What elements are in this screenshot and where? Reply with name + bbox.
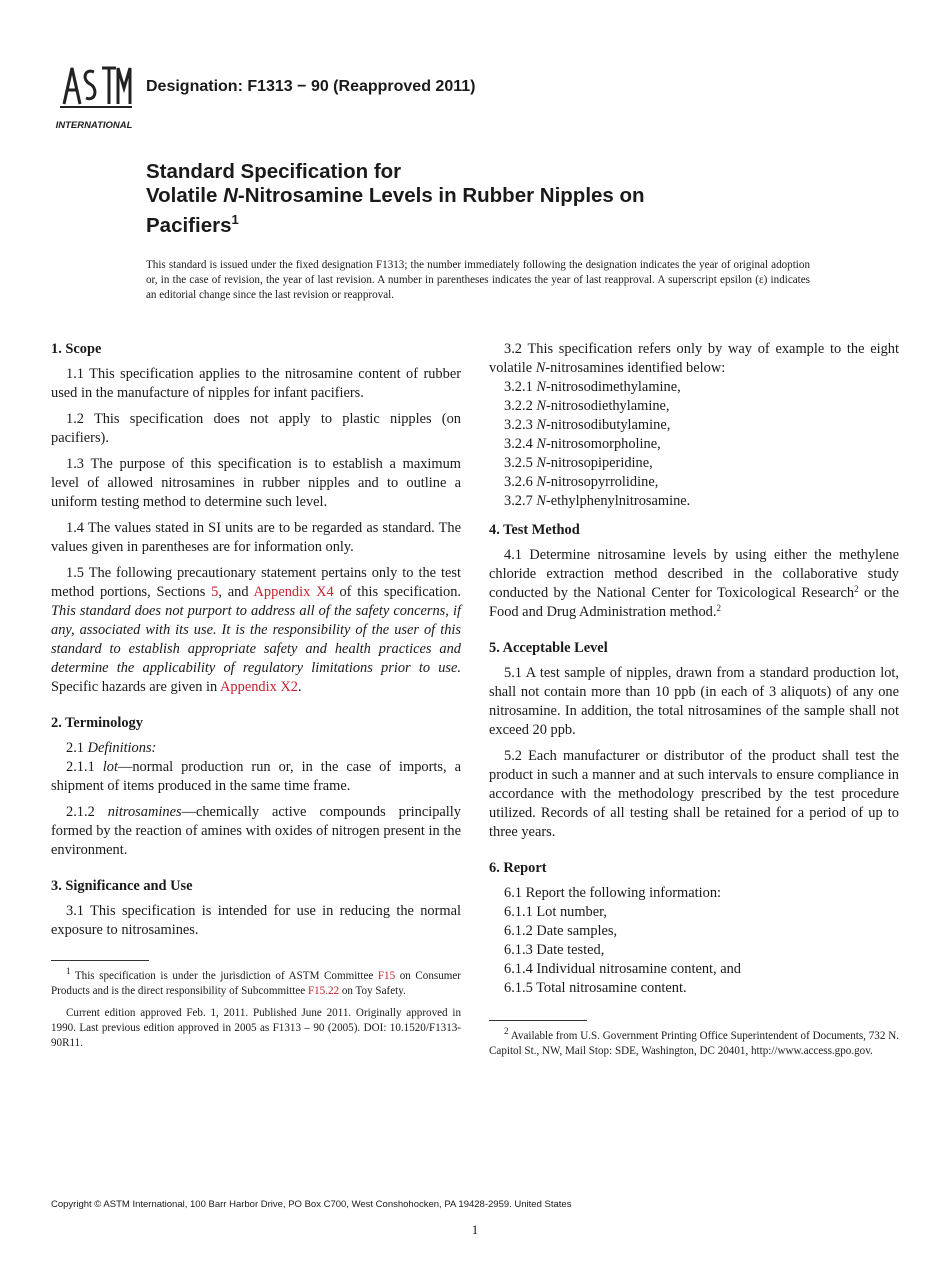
paragraph: 2.1.1 lot—normal production run or, in the case of imports, a shipment of items produced in the same time frame. (51, 759, 461, 794)
footnote-1: $^1$ This specification is under the jurisdiction of ASTM Committee F15 on Consumer Products and is the direct responsibility of Subcommittee F15.22 on Toy Safety. (51, 966, 461, 997)
appendix-x4-link[interactable]: Appendix X4 (253, 584, 334, 600)
list-item: 3.2.1 N-nitrosodimethylamine, (504, 379, 681, 395)
section-heading: 4. Test Method (489, 522, 580, 538)
list-item: 3.2.2 N-nitrosodiethylamine, (504, 398, 670, 414)
subcommittee-link[interactable]: F15.22 (307, 985, 340, 997)
right-column (489, 340, 899, 1066)
list-item: 3.2.4 N-nitrosomorpholine, (504, 436, 661, 452)
document-title (146, 160, 846, 238)
paragraph: 4.1 Determine nitrosamine levels by using either the methylene chloride extraction method described in the collaborative study conducted by the National Center for Toxicological Research$^2$ or the Food and Drug Administration method.$^2$ (489, 547, 900, 620)
paragraph: 1.5 The following precautionary statement pertains only to the test method portions, Sections 5, and Appendix X4 of this specification. This standard does not purport to address all of the safety concerns, if any, associated with its use. It is the responsibility of the user of this standard to establish appropriate safety and health practices and determine the applicability of regulatory limitations prior to use. Specific hazards are given in Appendix X2. (51, 565, 461, 695)
page-number: 1 (471, 1222, 479, 1237)
left-column (51, 340, 461, 1058)
designation: Designation: F1313 − 90 (Reapproved 2011) (146, 78, 476, 95)
paragraph: 3.1 This specification is intended for use in reducing the normal exposure to nitrosamines. (51, 903, 461, 938)
standard-notice: This standard is issued under the fixed designation F1313; the number immediately following the designation indicates the year of original adoption or, in the case of revision, the year of last revision. A number in parentheses indicates the year of last reapproval. A superscript epsilon (ε) indicates an editorial change since the last revision or reapproval. (146, 259, 810, 301)
list-item: 6.1.2 Date samples, (504, 923, 618, 939)
section-heading: 3. Significance and Use (51, 878, 193, 894)
paragraph: 2.1.2 nitrosamines—chemically active compounds principally formed by the reaction of amines with oxides of nitrogen present in the environment. (51, 804, 461, 858)
section-5-link[interactable]: 5 (211, 584, 219, 600)
list-item: 3.2.3 N-nitrosodibutylamine, (504, 417, 671, 433)
committee-f15-link[interactable]: F15 (377, 970, 396, 982)
paragraph: 1.1 This specification applies to the nitrosamine content of rubber used in the manufacture of nipples for infant pacifiers. (51, 366, 461, 401)
section-heading: 6. Report (489, 860, 547, 876)
list-item: 3.2.6 N-nitrosopyrrolidine, (504, 474, 659, 490)
footnote-ref: 1 (231, 212, 239, 227)
list-item: 6.1.3 Date tested, (504, 942, 605, 958)
footnote-divider (51, 960, 149, 961)
copyright: Copyright © ASTM International, 100 Barr Harbor Drive, PO Box C700, West Conshohocken, PA 19428-2959. United States (51, 1199, 572, 1210)
list-item: 6.1.5 Total nitrosamine content. (504, 980, 687, 996)
paragraph: 2.1 Definitions: (66, 740, 157, 756)
paragraph: 5.2 Each manufacturer or distributor of the product shall test the product in such a manner and at such intervals to ensure compliance in accordance with the methodology prescribed by the test procedure utilized. Records of all testing shall be retained for a period of up to three years. (489, 748, 899, 840)
footnote-2: $^2$ Available from U.S. Government Printing Office Superintendent of Documents, 732 N. Capitol St., NW, Mail Stop: SDE, Washington, DC 20401, http://www.access.gpo.gov. (489, 1026, 899, 1057)
list-item: 6.1.4 Individual nitrosamine content, and (504, 961, 741, 977)
section-heading: 2. Terminology (51, 715, 143, 731)
title-line-2: Volatile N-Nitrosamine Levels in Rubber Nipples on (146, 184, 645, 207)
list-item: 6.1.1 Lot number, (504, 904, 607, 920)
section-heading: 1. Scope (51, 341, 102, 357)
list-item: 3.2.7 N-ethylphenylnitrosamine. (504, 493, 691, 509)
astm-logo (54, 60, 134, 132)
title-line-3: Pacifiers$^1$ (146, 212, 239, 237)
appendix-x2-link[interactable]: Appendix X2 (220, 679, 298, 695)
footnote-1-edition: Current edition approved Feb. 1, 2011. Published June 2011. Originally approved in 1990. Last previous edition approved in 2005 as F1313 – 90 (2005). DOI: 10.1520/F1313-90R11. (51, 1007, 461, 1049)
list-item: 3.2.5 N-nitrosopiperidine, (504, 455, 653, 471)
logo-text: INTERNATIONAL (55, 120, 133, 131)
paragraph: 5.1 A test sample of nipples, drawn from a standard production lot, shall not contain more than 10 ppb (in each of 3 aliquots) of any one nitrosamine. In addition, the total nitrosamines of the sample shall not exceed 20 ppb. (489, 665, 899, 738)
paragraph: 3.2 This specification refers only by way of example to the eight volatile N-nitrosamines identified below: (489, 341, 899, 376)
footnote-divider (489, 1020, 587, 1021)
section-heading: 5. Acceptable Level (489, 640, 608, 656)
paragraph: 1.2 This specification does not apply to plastic nipples (on pacifiers). (51, 411, 461, 446)
title-line-1: Standard Specification for (146, 160, 402, 183)
paragraph: 1.3 The purpose of this specification is to establish a maximum level of allowed nitrosamines in rubber nipples and to outline a uniform testing method to determine such level. (51, 456, 461, 510)
paragraph: 1.4 The values stated in SI units are to be regarded as standard. The values given in parentheses are for information only. (51, 520, 461, 555)
list-item: 6.1 Report the following information: (504, 885, 722, 901)
